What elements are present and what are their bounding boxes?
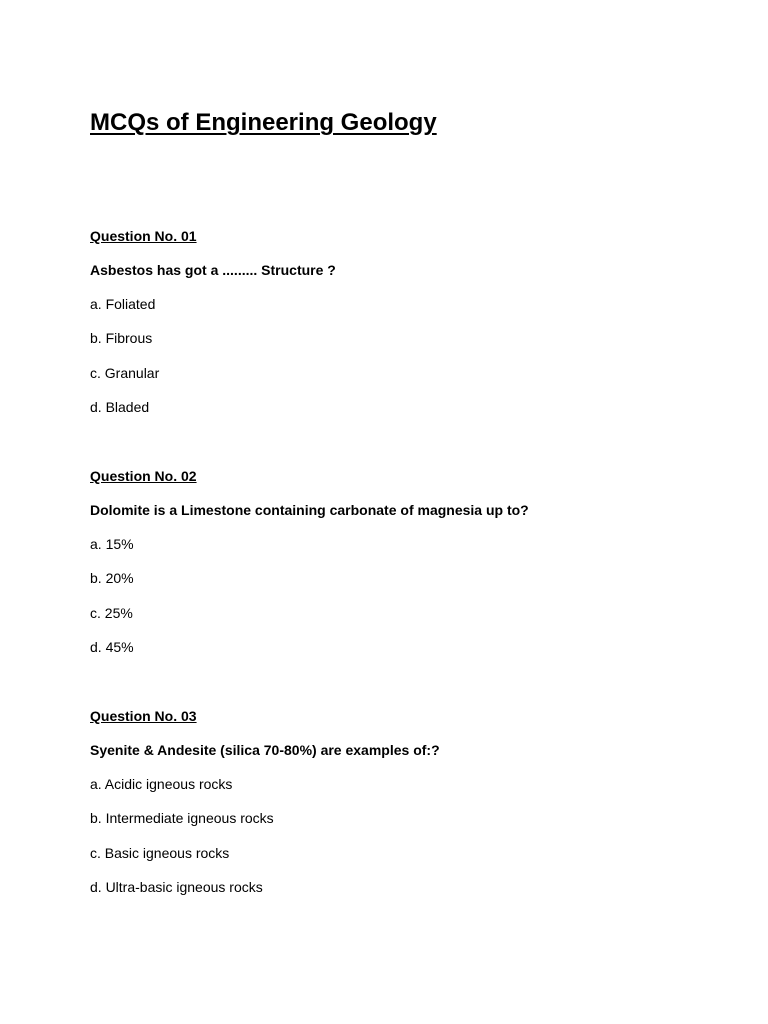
option-b: b. Intermediate igneous rocks xyxy=(90,810,274,826)
option-a: a. Foliated xyxy=(90,296,156,312)
option-b: b. 20% xyxy=(90,570,134,586)
option-c: c. Basic igneous rocks xyxy=(90,845,230,861)
option-c: c. Granular xyxy=(90,365,160,381)
option-a: a. Acidic igneous rocks xyxy=(90,776,233,792)
option-d: d. Bladed xyxy=(90,399,150,415)
question-number: Question No. 01 xyxy=(90,228,197,244)
option-a: a. 15% xyxy=(90,536,134,552)
option-b: b. Fibrous xyxy=(90,330,153,346)
option-c: c. 25% xyxy=(90,605,133,621)
option-d: d. 45% xyxy=(90,639,134,655)
question-text: Dolomite is a Limestone containing carbonate of magnesia up to? xyxy=(90,502,529,518)
page-title: MCQs of Engineering Geology xyxy=(90,109,437,136)
option-d: d. Ultra-basic igneous rocks xyxy=(90,879,263,895)
question-text: Syenite & Andesite (silica 70-80%) are examples of:? xyxy=(90,742,440,758)
question-number: Question No. 02 xyxy=(90,468,197,484)
question-number: Question No. 03 xyxy=(90,708,197,724)
question-text: Asbestos has got a ......... Structure ? xyxy=(90,262,336,278)
